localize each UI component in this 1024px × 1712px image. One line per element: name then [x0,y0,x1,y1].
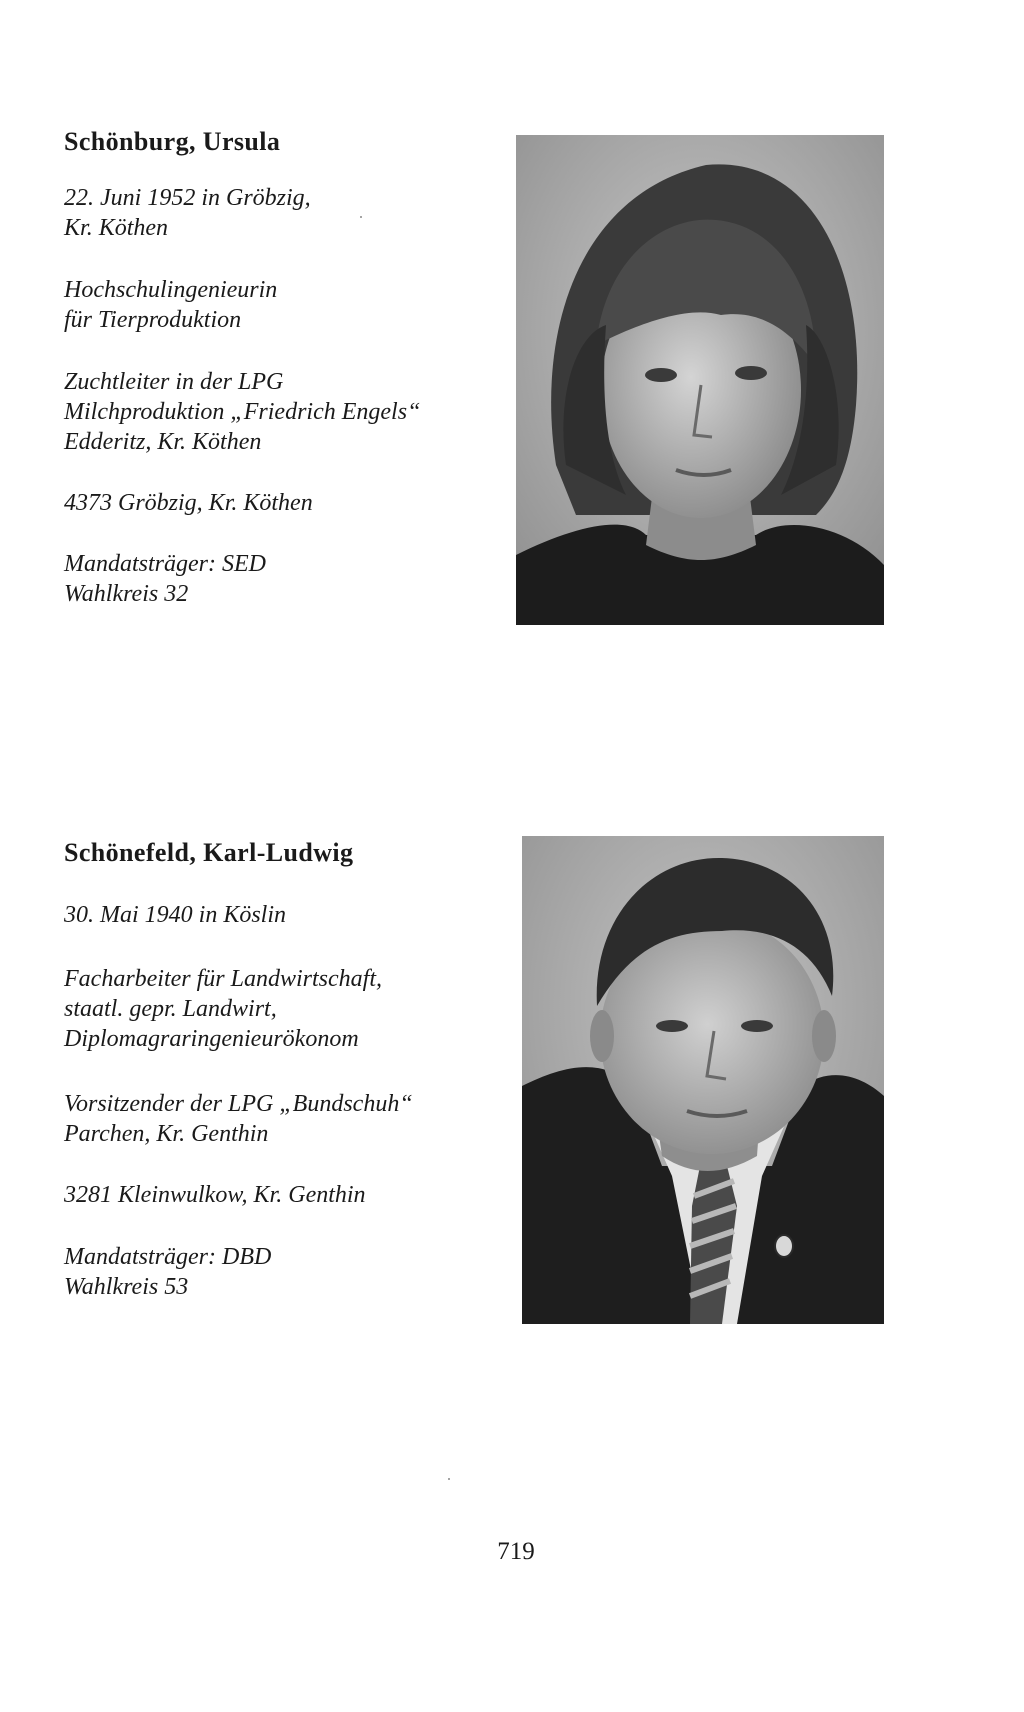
mandate-line: Wahlkreis 53 [64,1274,189,1300]
education-line: staatl. gepr. Landwirt, [64,996,277,1022]
biography-entry [0,125,1024,635]
print-speck [360,216,362,218]
page-number: 719 [497,1538,535,1565]
portrait-photo [522,836,884,1324]
occupation-line: Milchproduktion „Friedrich Engels“ [64,399,421,425]
education-info [64,964,494,1054]
mandate-line: Wahlkreis 32 [64,581,189,607]
biography-text [64,125,494,609]
birth-info [64,183,494,243]
birth-line: 22. Juni 1952 in Gröbzig, [64,185,311,211]
occupation-info [64,367,494,457]
mandate-info [64,549,494,609]
occupation-line: Edderitz, Kr. Köthen [64,429,262,455]
education-line: Diplomagraringenieurökonom [64,1026,359,1052]
education-line: für Tierproduktion [64,307,242,333]
person-name: Schönburg, Ursula [64,127,281,156]
mandate-line: Mandatsträger: DBD [64,1244,272,1270]
biography-text [64,836,494,1302]
birth-line: 30. Mai 1940 in Köslin [64,902,287,928]
education-line: Hochschulingenieurin [64,277,278,303]
person-name: Schönefeld, Karl-Ludwig [64,838,354,867]
occupation-line: Zuchtleiter in der LPG [64,369,284,395]
occupation-line: Vorsitzender der LPG „Bundschuh“ [64,1091,413,1117]
portrait-woman-image [516,135,884,625]
education-line: Facharbeiter für Landwirtschaft, [64,966,382,992]
address-line: 3281 Kleinwulkow, Kr. Genthin [64,1182,366,1208]
print-speck [448,1478,450,1480]
education-info [64,275,494,335]
biography-entry [0,836,1024,1336]
birth-line: Kr. Köthen [64,215,169,241]
portrait-man-image [522,836,884,1324]
mandate-line: Mandatsträger: SED [64,551,266,577]
mandate-info [64,1242,494,1302]
address-info [64,488,494,518]
address-line: 4373 Gröbzig, Kr. Köthen [64,490,313,516]
birth-info [64,900,494,930]
occupation-info [64,1089,494,1149]
portrait-photo [516,135,884,625]
address-info [64,1180,494,1210]
occupation-line: Parchen, Kr. Genthin [64,1121,269,1147]
